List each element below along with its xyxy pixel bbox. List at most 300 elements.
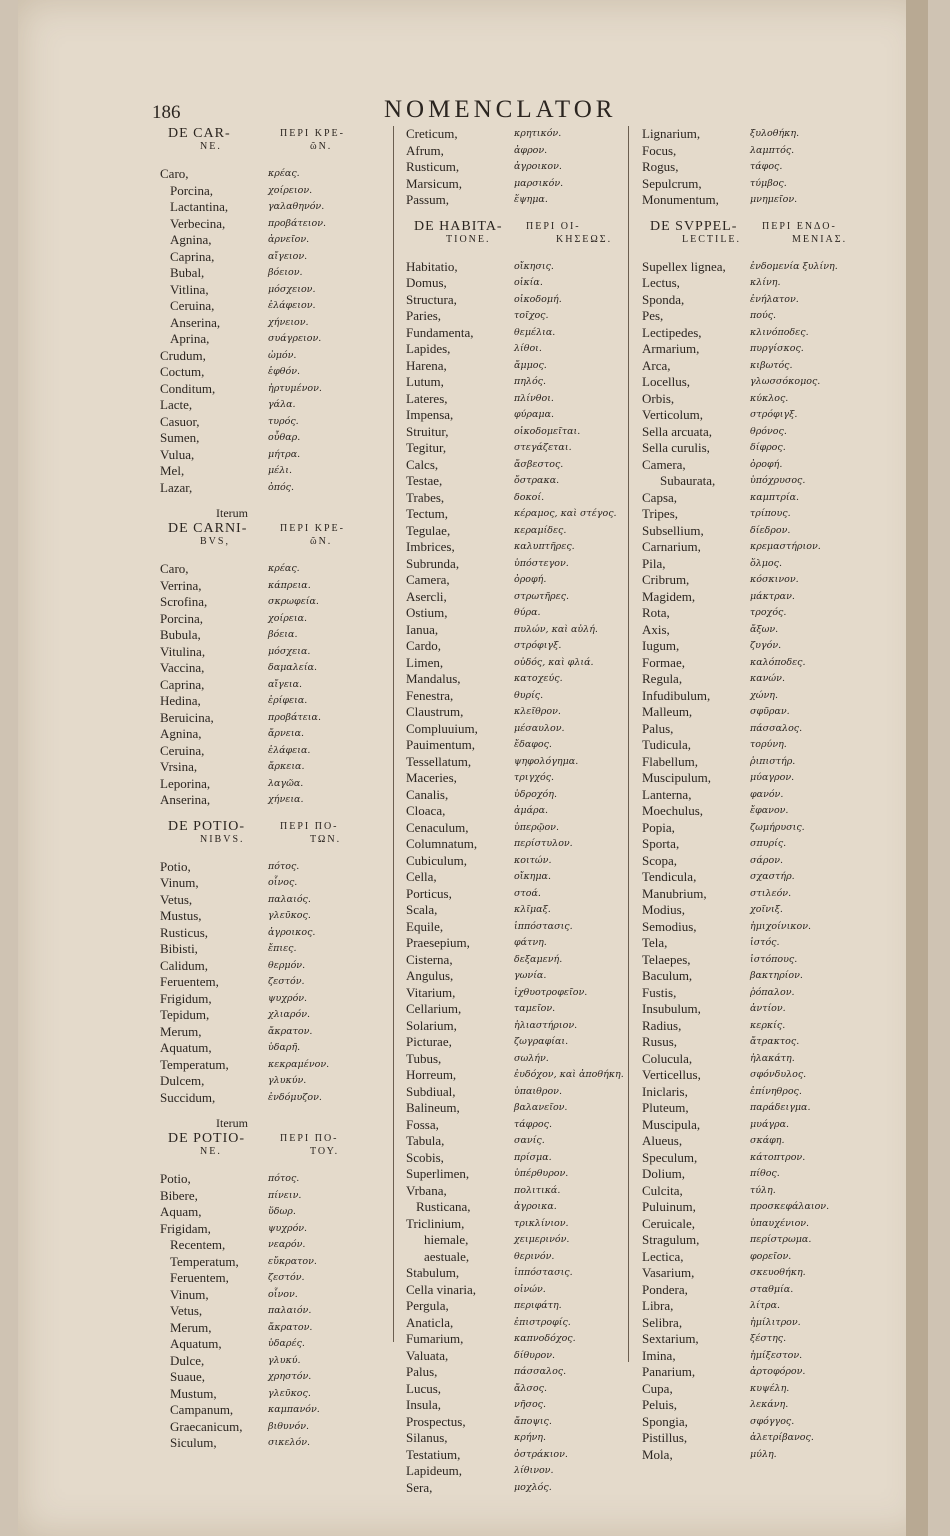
latin-term: Struitur, bbox=[406, 423, 449, 439]
greek-term: φάτνη. bbox=[514, 937, 547, 948]
section-heading bbox=[642, 219, 882, 249]
latin-term: Cribrum, bbox=[642, 572, 690, 587]
heading-latin-2: TIONE. bbox=[446, 233, 491, 245]
dictionary-entry bbox=[160, 1419, 400, 1436]
dictionary-entry bbox=[642, 985, 882, 1002]
dictionary-entry bbox=[406, 457, 646, 474]
dictionary-entry bbox=[160, 892, 400, 909]
dictionary-entry bbox=[406, 1133, 646, 1150]
dictionary-entry bbox=[642, 192, 882, 209]
greek-term: κρεμαστήριον. bbox=[750, 541, 821, 552]
dictionary-entry bbox=[160, 991, 400, 1008]
dictionary-entry bbox=[406, 1348, 646, 1365]
dictionary-entry bbox=[406, 259, 646, 276]
dictionary-entry bbox=[406, 407, 646, 424]
dictionary-entry bbox=[160, 315, 400, 332]
latin-term: Leporina, bbox=[160, 775, 211, 791]
dictionary-entry bbox=[160, 364, 400, 381]
greek-term: ἑφθόν. bbox=[268, 366, 300, 377]
greek-term: οἴκημα. bbox=[514, 871, 551, 882]
dictionary-entry bbox=[160, 463, 400, 480]
greek-term: σφῦραν. bbox=[750, 706, 790, 717]
dictionary-entry bbox=[406, 1331, 646, 1348]
greek-term: ἔπιες. bbox=[268, 943, 297, 954]
greek-term: στρωτῆρες. bbox=[514, 590, 570, 602]
greek-term: ἡλιαστήριον. bbox=[514, 1019, 578, 1031]
greek-term: ἰχθυοτροφεῖον. bbox=[514, 986, 588, 998]
greek-term: ὅλμος. bbox=[750, 557, 782, 569]
greek-term: ὑδροχόη. bbox=[514, 788, 557, 800]
latin-term: Vetus, bbox=[170, 1303, 203, 1318]
latin-term: Verticellus, bbox=[642, 1067, 701, 1082]
greek-term: κλῖμαξ. bbox=[514, 904, 551, 915]
heading-greek-2: ΤΩΝ. bbox=[310, 833, 342, 845]
latin-term: Limen, bbox=[406, 654, 444, 670]
greek-term: πίνειν. bbox=[268, 1189, 302, 1201]
latin-term: Libra, bbox=[642, 1298, 674, 1313]
entry-list bbox=[642, 126, 882, 209]
dictionary-entry bbox=[406, 836, 646, 853]
dictionary-entry bbox=[642, 126, 882, 143]
latin-term: Scobis, bbox=[406, 1149, 444, 1165]
greek-term: ἄσβεστος. bbox=[514, 458, 564, 470]
greek-term: μέσαυλον. bbox=[514, 722, 565, 734]
latin-term: Puluinum, bbox=[642, 1199, 696, 1214]
latin-term: Iniclaris, bbox=[642, 1083, 688, 1099]
greek-term: ὀροφή. bbox=[750, 458, 783, 470]
latin-term: Stabulum, bbox=[406, 1265, 460, 1280]
latin-term: Vinum, bbox=[160, 875, 199, 890]
latin-term: Tendicula, bbox=[642, 869, 697, 884]
latin-term: Vrbana, bbox=[406, 1182, 447, 1198]
greek-term: κεκραμένον. bbox=[268, 1058, 330, 1070]
dictionary-entry bbox=[160, 776, 400, 793]
dictionary-entry bbox=[160, 1386, 400, 1403]
dictionary-entry bbox=[642, 358, 882, 375]
latin-term: Culcita, bbox=[642, 1182, 683, 1198]
dictionary-entry bbox=[642, 259, 882, 276]
greek-term: λαγῶα. bbox=[268, 777, 304, 789]
latin-term: Fenestra, bbox=[406, 687, 454, 703]
greek-term: ὑπόχρυσος. bbox=[750, 475, 806, 486]
greek-term: μέλι. bbox=[268, 465, 293, 476]
greek-term: ἀρνεῖον. bbox=[268, 234, 310, 245]
latin-term: Sumen, bbox=[160, 430, 200, 445]
greek-term: γαλαθηνόν. bbox=[268, 201, 325, 212]
latin-term: Siculum, bbox=[170, 1435, 217, 1450]
dictionary-entry bbox=[642, 374, 882, 391]
latin-term: Lectus, bbox=[642, 275, 680, 290]
latin-term: Bibisti, bbox=[160, 941, 198, 956]
dictionary-entry bbox=[406, 952, 646, 969]
latin-term: aestuale, bbox=[424, 1248, 470, 1264]
dictionary-entry bbox=[406, 325, 646, 342]
greek-term: ῥόπαλον. bbox=[750, 986, 795, 998]
latin-term: Porcina, bbox=[160, 610, 203, 626]
latin-term: Rusus, bbox=[642, 1034, 678, 1049]
greek-term: ὀροφή. bbox=[514, 574, 547, 585]
latin-term: Pila, bbox=[642, 555, 666, 571]
dictionary-entry bbox=[160, 644, 400, 661]
latin-term: Mustum, bbox=[170, 1385, 217, 1401]
dictionary-entry bbox=[642, 1034, 882, 1051]
dictionary-entry bbox=[642, 1265, 882, 1282]
heading-latin-1: DE HABITA- bbox=[414, 218, 503, 234]
greek-term: οὐδός, καὶ φλιά. bbox=[514, 656, 594, 668]
greek-term: τοῖχος. bbox=[514, 310, 549, 321]
greek-term: σικελόν. bbox=[268, 1437, 311, 1448]
greek-term: ἐνδόμυζον. bbox=[268, 1091, 322, 1103]
dictionary-entry bbox=[406, 688, 646, 705]
latin-term: Balineum, bbox=[406, 1100, 460, 1115]
greek-term: προβάτεια. bbox=[268, 711, 321, 723]
latin-term: Angulus, bbox=[406, 968, 454, 983]
latin-term: Pluteum, bbox=[642, 1100, 689, 1115]
dictionary-entry bbox=[642, 1232, 882, 1249]
latin-term: Fundamenta, bbox=[406, 324, 474, 340]
greek-term: τροχός. bbox=[750, 607, 787, 618]
latin-term: Cubiculum, bbox=[406, 852, 468, 868]
dictionary-entry bbox=[642, 919, 882, 936]
heading-greek-1: ΠΕΡΙ ΚΡΕ- bbox=[280, 523, 345, 534]
dictionary-entry bbox=[642, 159, 882, 176]
greek-term: κατοχεύς. bbox=[514, 673, 563, 684]
dictionary-entry bbox=[406, 1298, 646, 1315]
entry-list bbox=[160, 166, 400, 496]
dictionary-entry bbox=[160, 1188, 400, 1205]
dictionary-entry bbox=[160, 1254, 400, 1271]
latin-term: Vitlina, bbox=[170, 281, 209, 297]
spacer bbox=[160, 1106, 400, 1116]
greek-term: ἡμίξεστον. bbox=[750, 1349, 803, 1361]
dictionary-entry bbox=[160, 397, 400, 414]
latin-term: Praesepium, bbox=[406, 935, 470, 950]
latin-term: Verticolum, bbox=[642, 407, 704, 422]
latin-term: Muscipula, bbox=[642, 1116, 701, 1132]
greek-term: ζεστόν. bbox=[268, 1272, 305, 1283]
section-heading bbox=[160, 126, 400, 156]
latin-term: Imina, bbox=[642, 1347, 676, 1363]
greek-term: οἰνών. bbox=[514, 1283, 546, 1295]
latin-term: Cella vinaria, bbox=[406, 1281, 477, 1297]
dictionary-entry bbox=[160, 1204, 400, 1221]
latin-term: Capsa, bbox=[642, 489, 678, 505]
greek-term: ξυλοθήκη. bbox=[750, 128, 800, 139]
dictionary-entry bbox=[406, 143, 646, 160]
latin-term: Habitatio, bbox=[406, 258, 458, 274]
entry-list bbox=[406, 126, 646, 209]
latin-term: Hedina, bbox=[160, 693, 201, 708]
latin-term: Cupa, bbox=[642, 1380, 673, 1396]
greek-term: καλυπτῆρες. bbox=[514, 541, 575, 552]
latin-term: Aquatum, bbox=[160, 1040, 212, 1055]
iterum-label: Iterum bbox=[216, 506, 248, 520]
greek-term: ἐπίνηθρος. bbox=[750, 1085, 802, 1097]
dictionary-entry bbox=[406, 737, 646, 754]
page-number: 186 bbox=[152, 102, 181, 123]
dictionary-entry bbox=[406, 869, 646, 886]
dictionary-entry bbox=[642, 1100, 882, 1117]
greek-term: λεκάνη. bbox=[750, 1399, 789, 1410]
latin-term: Temperatum, bbox=[170, 1253, 239, 1269]
spacer bbox=[160, 496, 400, 506]
latin-term: Recentem, bbox=[170, 1237, 226, 1252]
greek-term: χειμερινόν. bbox=[514, 1234, 570, 1245]
greek-term: ἄτρακτος. bbox=[750, 1036, 800, 1047]
greek-term: ἐυδόχον, καὶ ἀποθήκη. bbox=[514, 1069, 624, 1080]
running-title: NOMENCLATOR bbox=[384, 96, 617, 123]
latin-term: Sextarium, bbox=[642, 1331, 699, 1346]
dictionary-entry bbox=[642, 1414, 882, 1431]
dictionary-entry bbox=[160, 627, 400, 644]
dictionary-entry bbox=[406, 1051, 646, 1068]
dictionary-entry bbox=[642, 1117, 882, 1134]
entry-list bbox=[160, 561, 400, 809]
latin-term: Triclinium, bbox=[406, 1215, 465, 1231]
greek-term: ὑδαρές. bbox=[268, 1338, 305, 1349]
dictionary-entry bbox=[406, 1381, 646, 1398]
dictionary-entry bbox=[406, 1463, 646, 1480]
dictionary-entry bbox=[160, 216, 400, 233]
greek-term: ὀπός. bbox=[268, 481, 295, 493]
spacer bbox=[160, 849, 400, 859]
dictionary-entry bbox=[160, 594, 400, 611]
latin-term: Telaepes, bbox=[642, 951, 691, 967]
heading-greek-2: ΚΗΣΕΩΣ. bbox=[556, 233, 613, 245]
latin-term: Frigidum, bbox=[160, 990, 212, 1006]
latin-term: Ostium, bbox=[406, 605, 448, 620]
greek-term: ὑδαρῆ. bbox=[268, 1042, 301, 1053]
greek-term: μύαγρον. bbox=[750, 772, 795, 783]
dictionary-entry bbox=[160, 925, 400, 942]
latin-term: Lectica, bbox=[642, 1248, 684, 1264]
latin-term: Marsicum, bbox=[406, 175, 462, 191]
dictionary-entry bbox=[160, 1171, 400, 1188]
greek-term: κρήνη. bbox=[514, 1432, 546, 1443]
dictionary-entry bbox=[642, 1282, 882, 1299]
section-heading bbox=[160, 1131, 400, 1161]
dictionary-entry bbox=[160, 1221, 400, 1238]
dictionary-entry bbox=[642, 1084, 882, 1101]
dictionary-entry bbox=[642, 1249, 882, 1266]
greek-term: κιβωτός. bbox=[750, 359, 793, 371]
greek-term: κανών. bbox=[750, 673, 785, 684]
latin-term: Verrina, bbox=[160, 577, 202, 593]
latin-term: Potio, bbox=[160, 1171, 191, 1186]
dictionary-entry bbox=[642, 704, 882, 721]
greek-term: κυψέλη. bbox=[750, 1382, 790, 1394]
latin-term: Crudum, bbox=[160, 347, 206, 363]
greek-term: κερκίς. bbox=[750, 1019, 786, 1031]
dictionary-entry bbox=[642, 1133, 882, 1150]
greek-term: χοίρειον. bbox=[268, 184, 313, 196]
dictionary-entry bbox=[160, 480, 400, 497]
greek-term: κρητικόν. bbox=[514, 128, 562, 139]
latin-term: Vetus, bbox=[160, 891, 193, 907]
latin-term: Scrofina, bbox=[160, 594, 208, 609]
latin-term: Pistillus, bbox=[642, 1430, 688, 1445]
greek-term: ἄποψις. bbox=[514, 1415, 552, 1427]
dictionary-entry bbox=[406, 968, 646, 985]
greek-term: κλινόποδες. bbox=[750, 326, 809, 338]
greek-term: μαρσικόν. bbox=[514, 177, 564, 189]
latin-term: Harena, bbox=[406, 357, 447, 373]
greek-term: ἱστός. bbox=[750, 937, 780, 948]
dictionary-entry bbox=[406, 374, 646, 391]
latin-term: Lapideum, bbox=[406, 1463, 462, 1478]
dictionary-entry bbox=[406, 1117, 646, 1134]
dictionary-entry bbox=[406, 292, 646, 309]
greek-term: πότος. bbox=[268, 1173, 300, 1184]
latin-term: Supellex lignea, bbox=[642, 258, 726, 274]
latin-term: Rota, bbox=[642, 605, 670, 620]
greek-term: σκευοθήκη. bbox=[750, 1267, 806, 1278]
dictionary-entry bbox=[406, 539, 646, 556]
latin-term: Tegulae, bbox=[406, 522, 451, 538]
column-1 bbox=[160, 126, 400, 1452]
dictionary-entry bbox=[406, 440, 646, 457]
heading-greek-1: ΠΕΡΙ ΠΟ- bbox=[280, 820, 339, 832]
heading-latin-1: DE CARNI- bbox=[168, 521, 248, 536]
greek-term: οἰκοδομεῖται. bbox=[514, 425, 581, 437]
latin-term: Paries, bbox=[406, 308, 442, 323]
dictionary-entry bbox=[642, 869, 882, 886]
dictionary-entry bbox=[642, 886, 882, 903]
dictionary-entry bbox=[642, 275, 882, 292]
latin-term: Vinum, bbox=[170, 1286, 209, 1302]
latin-term: Caro, bbox=[160, 166, 189, 181]
dictionary-entry bbox=[406, 192, 646, 209]
greek-term: θυρίς. bbox=[514, 689, 544, 701]
latin-term: Afrum, bbox=[406, 142, 444, 158]
greek-term: φορεῖον. bbox=[750, 1250, 792, 1262]
latin-term: Tectum, bbox=[406, 506, 449, 521]
heading-greek-1: ΠΕΡΙ ΕΝΔΟ- bbox=[762, 220, 837, 232]
greek-term: βόεια. bbox=[268, 629, 298, 640]
greek-term: προσκεφάλαιον. bbox=[750, 1201, 830, 1212]
greek-term: ἐνήλατον. bbox=[750, 293, 799, 305]
heading-latin-1: DE POTIO- bbox=[168, 1131, 246, 1146]
greek-term: χώνη. bbox=[750, 689, 778, 701]
greek-term: ἀρτοφόρον. bbox=[750, 1366, 806, 1377]
greek-term: ἡμιχοίνικον. bbox=[750, 920, 812, 932]
greek-term: δεξαμενή. bbox=[514, 953, 563, 965]
greek-term: χήνειον. bbox=[268, 316, 309, 328]
greek-term: ὀστράκιον. bbox=[514, 1448, 568, 1460]
latin-term: Lazar, bbox=[160, 479, 193, 495]
greek-term: γλεῦκος. bbox=[268, 910, 311, 921]
dictionary-entry bbox=[642, 539, 882, 556]
dictionary-entry bbox=[406, 308, 646, 325]
greek-term: σταθμία. bbox=[750, 1283, 794, 1295]
greek-term: τρίπους. bbox=[750, 508, 791, 519]
latin-term: Succidum, bbox=[160, 1089, 216, 1105]
latin-term: Cenaculum, bbox=[406, 819, 469, 835]
latin-term: hiemale, bbox=[424, 1232, 469, 1247]
dictionary-entry bbox=[642, 1199, 882, 1216]
latin-term: Agnina, bbox=[170, 232, 212, 247]
latin-term: Agnina, bbox=[160, 726, 202, 741]
dictionary-entry bbox=[642, 490, 882, 507]
dictionary-entry bbox=[160, 430, 400, 447]
dictionary-entry bbox=[642, 836, 882, 853]
latin-term: Iugum, bbox=[642, 638, 680, 653]
greek-term: δαμαλεία. bbox=[268, 662, 318, 673]
greek-term: βόειον. bbox=[268, 267, 303, 278]
greek-term: περίστρωμα. bbox=[750, 1234, 812, 1245]
heading-latin-2: LECTILE. bbox=[682, 233, 742, 245]
dictionary-entry bbox=[160, 958, 400, 975]
latin-term: Manubrium, bbox=[642, 885, 707, 901]
dictionary-entry bbox=[406, 605, 646, 622]
greek-term: θύρα. bbox=[514, 607, 541, 618]
latin-term: Infudibulum, bbox=[642, 687, 711, 703]
greek-term: κρέας. bbox=[268, 168, 300, 179]
book-page bbox=[18, 0, 928, 1536]
greek-term: προβάτειον. bbox=[268, 217, 327, 229]
greek-term: κεραμίδες. bbox=[514, 524, 567, 536]
dictionary-entry bbox=[160, 759, 400, 776]
latin-term: Palus, bbox=[642, 720, 674, 736]
latin-term: Rusticus, bbox=[160, 924, 209, 940]
greek-term: σφόγγος. bbox=[750, 1415, 795, 1427]
greek-term: νεαρόν. bbox=[268, 1239, 306, 1250]
dictionary-entry bbox=[642, 1364, 882, 1381]
dictionary-entry bbox=[642, 721, 882, 738]
dictionary-entry bbox=[642, 1381, 882, 1398]
greek-term: ἀγροικος. bbox=[268, 926, 316, 938]
dictionary-entry bbox=[406, 1001, 646, 1018]
latin-term: Malleum, bbox=[642, 704, 693, 719]
dictionary-entry bbox=[406, 159, 646, 176]
latin-term: Mustus, bbox=[160, 908, 202, 923]
greek-term: ἀλετρίβανος. bbox=[750, 1432, 814, 1443]
greek-term: περίστυλον. bbox=[514, 838, 573, 849]
dictionary-entry bbox=[406, 275, 646, 292]
latin-term: Aquatum, bbox=[170, 1336, 222, 1351]
latin-term: Moechulus, bbox=[642, 803, 704, 818]
dictionary-entry bbox=[406, 126, 646, 143]
latin-term: Verbecina, bbox=[170, 215, 226, 231]
heading-latin-1: DE CAR- bbox=[168, 126, 231, 141]
latin-term: Merum, bbox=[170, 1319, 212, 1335]
dictionary-entry bbox=[406, 473, 646, 490]
latin-term: Lateres, bbox=[406, 390, 448, 406]
dictionary-entry bbox=[406, 1430, 646, 1447]
latin-term: Horreum, bbox=[406, 1067, 457, 1082]
dictionary-entry bbox=[406, 176, 646, 193]
dictionary-entry bbox=[642, 1315, 882, 1332]
spacer bbox=[160, 156, 400, 166]
greek-term: κύκλος. bbox=[750, 392, 789, 404]
latin-term: Mola, bbox=[642, 1446, 673, 1462]
greek-term: ψηφολόγημα. bbox=[514, 755, 579, 767]
latin-term: Anaticla, bbox=[406, 1314, 454, 1330]
dictionary-entry bbox=[642, 341, 882, 358]
greek-term: οἴκησις. bbox=[514, 260, 554, 272]
latin-term: Vaccina, bbox=[160, 660, 205, 675]
latin-term: Armarium, bbox=[642, 341, 700, 356]
dictionary-entry bbox=[642, 407, 882, 424]
dictionary-entry bbox=[642, 1298, 882, 1315]
latin-term: Speculum, bbox=[642, 1149, 698, 1165]
dictionary-entry bbox=[160, 1270, 400, 1287]
dictionary-entry bbox=[406, 671, 646, 688]
spacer bbox=[406, 209, 646, 219]
latin-term: Superlimen, bbox=[406, 1166, 470, 1181]
latin-term: Asercli, bbox=[406, 588, 447, 604]
latin-term: Casuor, bbox=[160, 413, 200, 429]
